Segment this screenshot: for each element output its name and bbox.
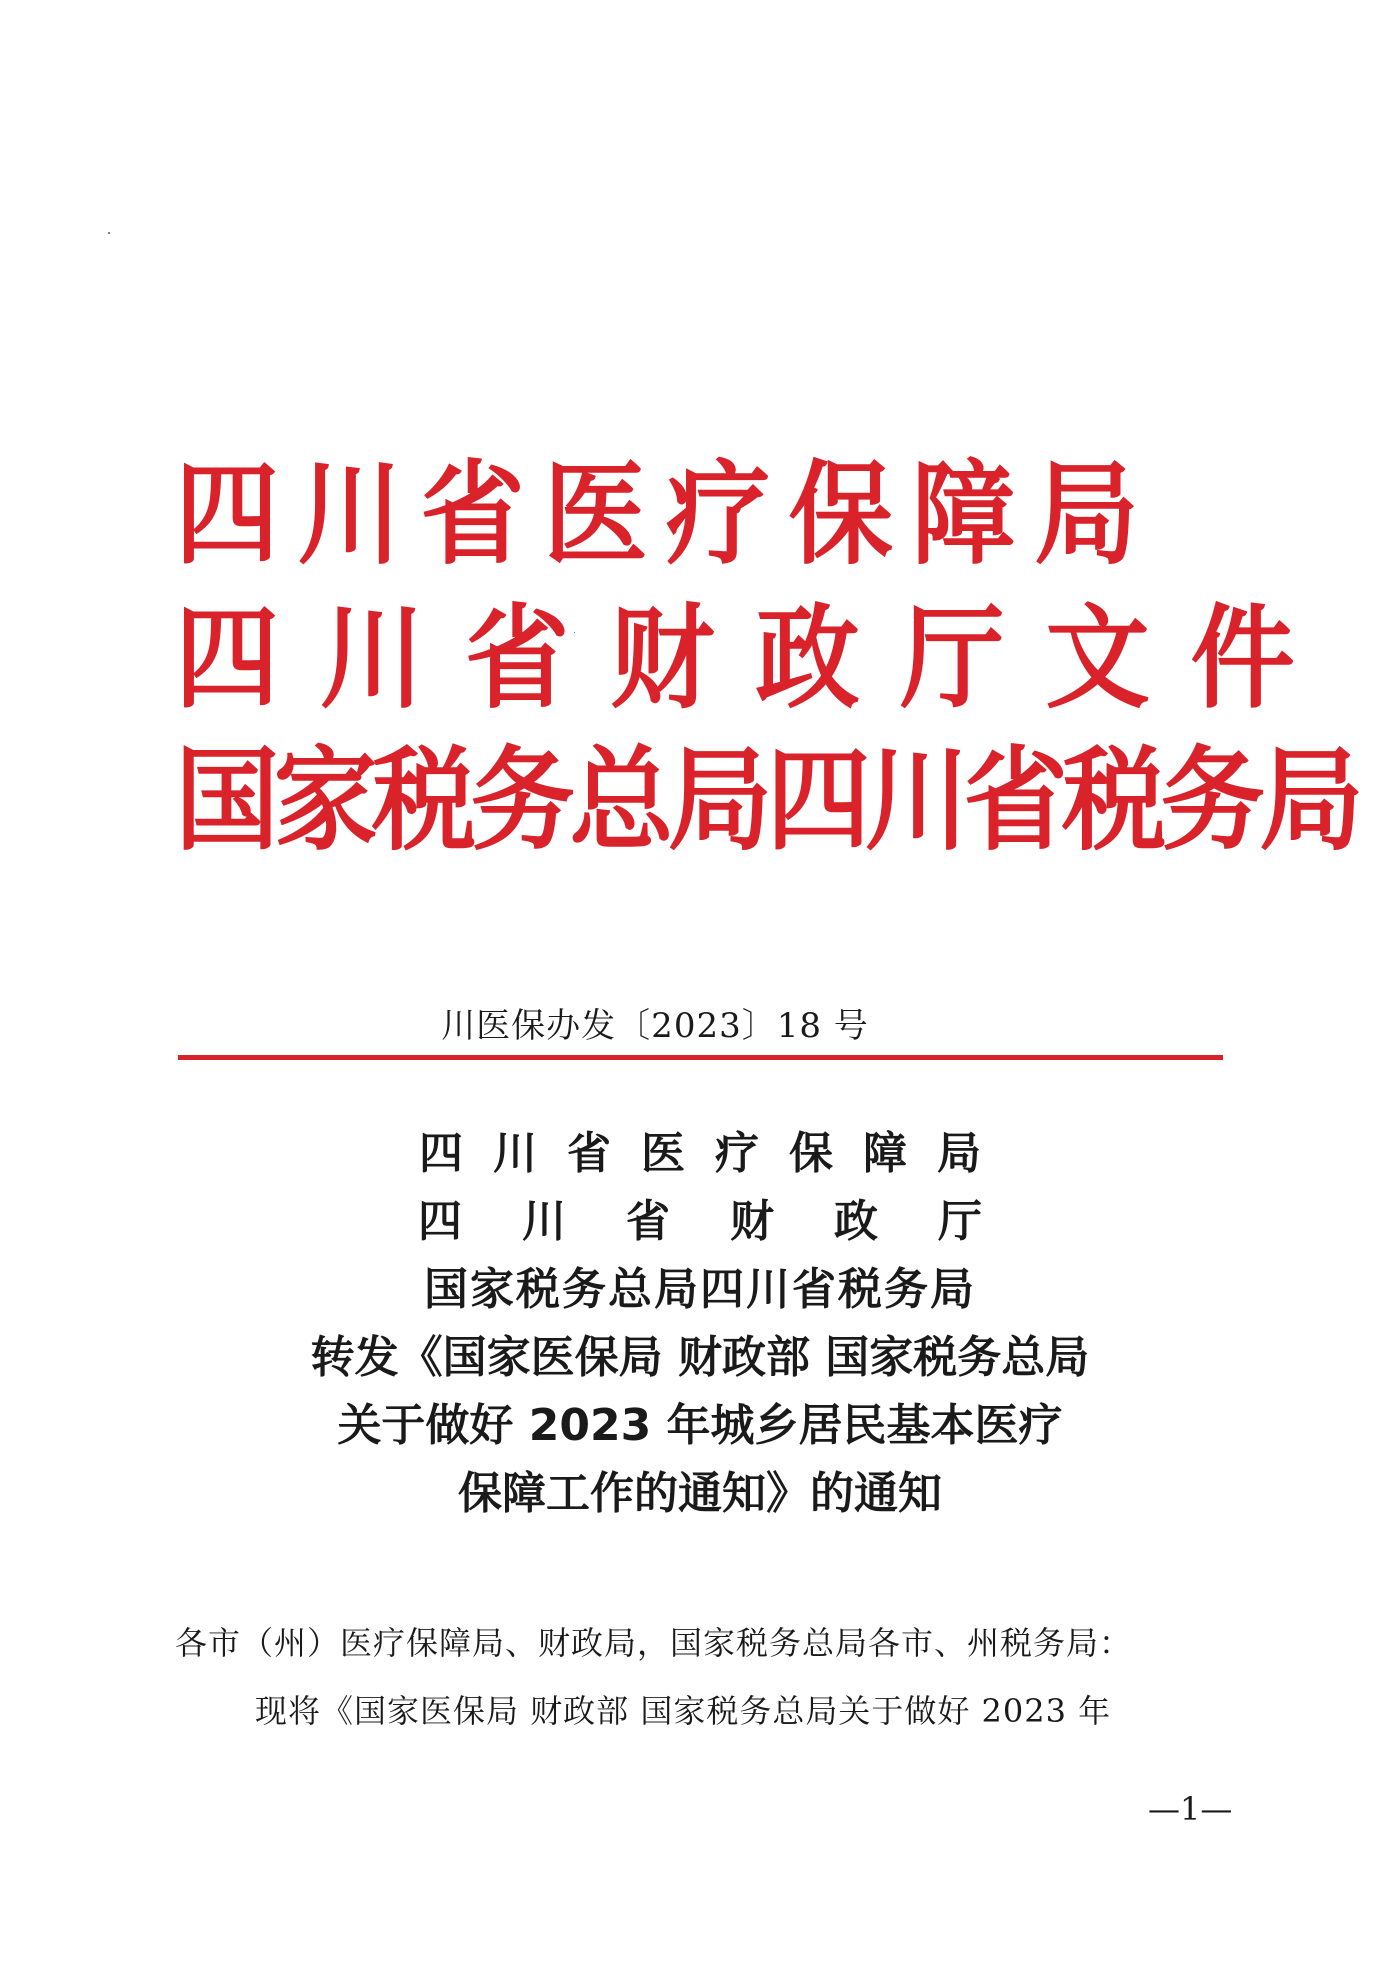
title-line: 四川省财政厅: [418, 1196, 1042, 1247]
title-line: 转发《国家医保局 财政部 国家税务总局: [310, 1332, 1090, 1383]
masthead-line-tax: 国家税务总局四川省税务局: [175, 736, 1358, 866]
document-number: 川医保办发〔2023〕18 号: [441, 1006, 869, 1046]
masthead-line-medical-security: 四川省医疗保障局: [175, 450, 1158, 580]
document-title: [175, 1120, 1225, 1528]
title-line: 国家税务总局四川省税务局: [424, 1264, 976, 1315]
addressee-line: 各市（州）医疗保障局、财政局，国家税务总局各市、州税务局：: [175, 1624, 1133, 1662]
masthead-line-finance: 四川省财政厅文件: [175, 594, 1336, 724]
scan-speck: [108, 232, 110, 234]
body-paragraph-line: 现将《国家医保局 财政部 国家税务总局关于做好 2023 年: [255, 1692, 1112, 1730]
title-line: 四川省医疗保障局: [419, 1128, 1011, 1179]
red-separator-rule: [178, 1055, 1223, 1060]
page-number: —1—: [1148, 1790, 1233, 1828]
title-line: 保障工作的通知》的通知: [458, 1468, 942, 1519]
title-line: 关于做好 2023 年城乡居民基本医疗: [337, 1400, 1063, 1451]
